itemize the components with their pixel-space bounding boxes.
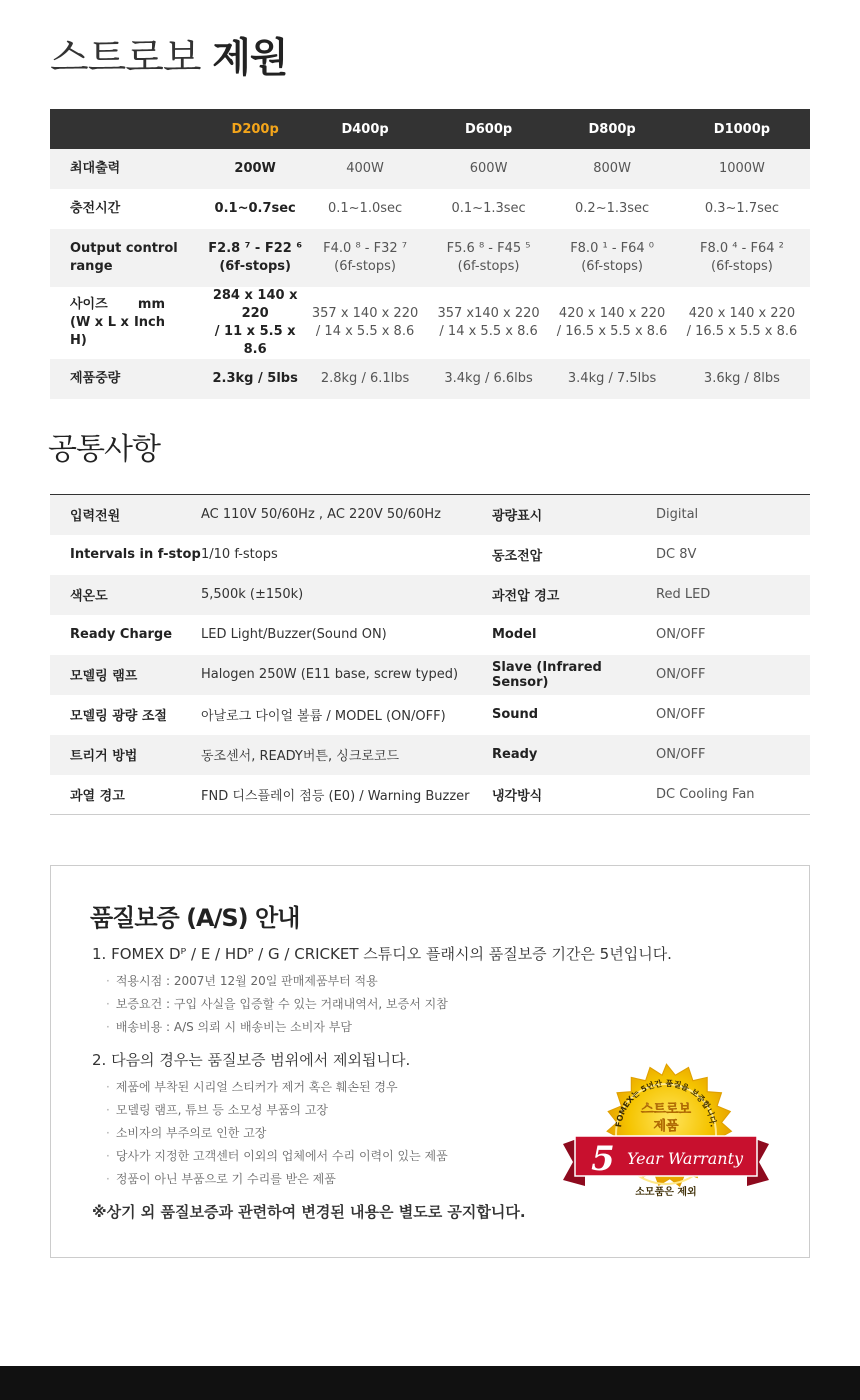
warranty-bullet: · 배송비용 : A/S 의뢰 시 배송비는 소비자 부담: [106, 1018, 352, 1035]
spec-cell-line: 420 x 140 x 220: [558, 306, 666, 321]
common-value: DC Cooling Fan: [656, 786, 755, 802]
common-key: 광량표시: [492, 495, 656, 535]
spec-row-size: [50, 287, 810, 359]
common-value: ON/OFF: [656, 627, 706, 642]
spec-cell: [550, 229, 674, 287]
common-key: 색온도: [50, 575, 201, 615]
warranty-bullet: · 보증요건 : 구입 사실을 입증할 수 있는 거래내역서, 보증서 지참: [106, 995, 448, 1012]
common-key: Model: [492, 627, 537, 642]
spec-cell: 0.1~1.0sec: [327, 201, 403, 216]
spec-cell-line: F5.6 ⁸ - F45 ⁵: [446, 241, 531, 256]
spec-cell: 200W: [207, 149, 303, 189]
spec-cell: 0.1~0.7sec: [214, 201, 296, 216]
spec-cell-line: 357 x 140 x 220: [311, 306, 419, 321]
common-key: 트리거 방법: [50, 735, 201, 775]
common-value: DC 8V: [656, 547, 697, 562]
spec-cell: [303, 287, 427, 359]
spec-cell-line: (6f-stops): [581, 259, 644, 274]
spec-cell: [427, 229, 551, 287]
seal-arc-text: FOMEX는 5년간 품질을 보증합니다.: [614, 1078, 718, 1128]
ribbon-text: Year Warranty: [626, 1149, 744, 1168]
spec-cell: 1000W: [674, 149, 810, 189]
common-row: [50, 735, 810, 775]
spec-cell-line: 420 x 140 x 220: [688, 306, 796, 321]
common-key: Intervals in f-stop: [70, 547, 201, 562]
warranty-bullet: · 당사가 지정한 고객센터 이외의 업체에서 수리 이력이 있는 제품: [106, 1147, 448, 1164]
common-key: 입력전원: [50, 495, 201, 535]
spec-cell-line: 357 x140 x 220: [437, 306, 540, 321]
spec-row-label-line: [70, 314, 207, 350]
spec-cell-line: / 14 x 5.5 x 8.6: [439, 324, 538, 339]
spec-cell-line: / 16.5 x 5.5 x 8.6: [686, 324, 798, 339]
seal-line2: 제품: [653, 1119, 679, 1134]
warranty-section-1: 1. FOMEX Dᴾ / E / HDᴾ / G / CRICKET 스튜디오 플래시의 품질보증 기간은 5년입니다.: [92, 945, 672, 963]
page-title-light: 스트로보: [50, 35, 201, 81]
warranty-box: [50, 865, 810, 1258]
spec-cell-line: / 11 x 5.5 x 8.6: [214, 324, 296, 357]
spec-cell: 0.2~1.3sec: [575, 201, 650, 216]
spec-cell: 0.3~1.7sec: [704, 201, 780, 216]
page-title-bold: 제원: [212, 35, 288, 81]
spec-row-label-line: Output control: [70, 241, 178, 256]
size-unit: Inch: [133, 315, 166, 330]
common-value: ON/OFF: [656, 655, 810, 695]
warranty-badge-icon: [561, 1046, 771, 1221]
spec-cell: 400W: [303, 149, 427, 189]
common-key: Slave (Infrared Sensor): [492, 655, 656, 695]
spec-header-empty: [50, 109, 207, 149]
common-value: ON/OFF: [656, 735, 810, 775]
common-key: 모델링 램프: [50, 655, 201, 695]
common-row: [50, 495, 810, 535]
common-row: [50, 775, 810, 815]
spec-cell-line: / 16.5 x 5.5 x 8.6: [556, 324, 668, 339]
common-value: FND 디스플레이 점등 (E0) / Warning Buzzer: [201, 788, 470, 804]
common-row: [50, 615, 810, 655]
spec-cell-line: (6f-stops): [334, 259, 396, 274]
spec-row-weight: [50, 359, 810, 399]
spec-cell: 2.8kg / 6.1lbs: [303, 359, 427, 399]
common-key: 과열 경고: [70, 788, 125, 804]
common-key: Ready Charge: [70, 627, 173, 642]
spec-table: [50, 109, 810, 399]
common-key: 냉각방식: [492, 788, 543, 804]
spec-row-charge: [50, 189, 810, 229]
common-table: [50, 494, 810, 815]
spec-cell-line: / 14 x 5.5 x 8.6: [315, 324, 415, 339]
spec-row-range: [50, 229, 810, 287]
spec-cell-line: F4.0 ⁸ - F32 ⁷: [323, 241, 407, 256]
spec-row-label: 최대출력: [50, 149, 207, 189]
spec-cell: 3.4kg / 6.6lbs: [427, 359, 551, 399]
size-label: (W x L x H): [70, 315, 129, 348]
spec-cell-line: (6f-stops): [219, 259, 291, 274]
spec-cell-line: F2.8 ⁷ - F22 ⁶: [208, 241, 303, 256]
ribbon-number: 5: [591, 1139, 615, 1179]
page-title: [50, 32, 288, 84]
common-key: Ready: [492, 735, 656, 775]
spec-cell: [207, 229, 303, 287]
warranty-title: 품질보증 (A/S) 안내: [90, 904, 300, 932]
spec-cell: 3.4kg / 7.5lbs: [550, 359, 674, 399]
spec-cell: [674, 287, 810, 359]
spec-cell: [303, 229, 427, 287]
spec-header-model: D800p: [550, 109, 674, 149]
spec-cell: [674, 229, 810, 287]
spec-cell-line: F8.0 ⁴ - F64 ²: [700, 241, 784, 256]
common-row: [50, 655, 810, 695]
spec-cell-line: 284 x 140 x 220: [212, 288, 298, 321]
common-value: Digital: [656, 495, 810, 535]
spec-header-model: D1000p: [674, 109, 810, 149]
common-value: 동조센서, READY버튼, 싱크로코드: [201, 735, 492, 775]
spec-cell-line: (6f-stops): [457, 259, 520, 274]
common-value: Halogen 250W (E11 base, screw typed): [201, 655, 492, 695]
warranty-bullet: · 소비자의 부주의로 인한 고장: [106, 1124, 266, 1141]
common-value: 5,500k (±150k): [201, 575, 492, 615]
spec-cell: 600W: [427, 149, 551, 189]
common-key: Sound: [492, 707, 539, 722]
common-key: 과전압 경고: [492, 575, 656, 615]
spec-cell: 0.1~1.3sec: [451, 201, 526, 216]
spec-header-row: [50, 109, 810, 149]
spec-cell: [207, 287, 303, 359]
common-row: [50, 695, 810, 735]
seal-bottom-text: 소모품은 제외: [635, 1187, 697, 1198]
spec-header-model: D600p: [427, 109, 551, 149]
footer-bar: [0, 1366, 860, 1400]
spec-row-label: [50, 287, 207, 359]
seal-line1: 스트로보: [640, 1102, 692, 1117]
spec-row-label-line: range: [70, 259, 113, 274]
spec-row-label: 제품중량: [50, 359, 207, 399]
size-unit: mm: [137, 297, 166, 312]
warranty-bullet: · 모델링 램프, 튜브 등 소모성 부품의 고장: [106, 1101, 328, 1118]
common-value: AC 110V 50/60Hz , AC 220V 50/60Hz: [201, 495, 492, 535]
spec-cell: [427, 287, 551, 359]
spec-cell: 3.6kg / 8lbs: [674, 359, 810, 399]
common-title: 공통사항: [48, 432, 160, 467]
spec-row-label: [50, 229, 207, 287]
common-key: 동조전압: [492, 549, 543, 564]
warranty-bullet: · 정품이 아닌 부품으로 기 수리를 받은 제품: [106, 1170, 336, 1187]
common-row: [50, 535, 810, 575]
spec-row-output: [50, 149, 810, 189]
spec-cell-line: F8.0 ¹ - F64 ⁰: [570, 241, 655, 256]
spec-row-label-line: [70, 296, 207, 314]
common-value: ON/OFF: [656, 707, 706, 722]
warranty-note: ※상기 외 품질보증과 관련하여 변경된 내용은 별도로 공지합니다.: [92, 1203, 526, 1221]
spec-cell: 2.3kg / 5lbs: [207, 359, 303, 399]
common-value: LED Light/Buzzer(Sound ON): [201, 627, 387, 642]
common-value: Red LED: [656, 575, 810, 615]
warranty-bullet: · 적용시점 : 2007년 12월 20일 판매제품부터 적용: [106, 972, 378, 989]
common-key: 모델링 광량 조절: [70, 709, 167, 724]
common-value: 1/10 f-stops: [201, 547, 278, 562]
spec-cell: [550, 287, 674, 359]
spec-cell-line: (6f-stops): [711, 259, 773, 274]
warranty-bullet: · 제품에 부착된 시리얼 스티커가 제거 혹은 훼손된 경우: [106, 1078, 398, 1095]
common-row: [50, 575, 810, 615]
common-value: 아날로그 다이얼 볼륨 / MODEL (ON/OFF): [201, 709, 446, 724]
size-label: 사이즈: [70, 297, 108, 312]
warranty-section-2: 2. 다음의 경우는 품질보증 범위에서 제외됩니다.: [92, 1051, 411, 1069]
spec-row-label: 충전시간: [70, 201, 121, 216]
spec-header-model: D200p: [207, 109, 303, 149]
spec-header-model: D400p: [303, 109, 427, 149]
spec-cell: 800W: [550, 149, 674, 189]
